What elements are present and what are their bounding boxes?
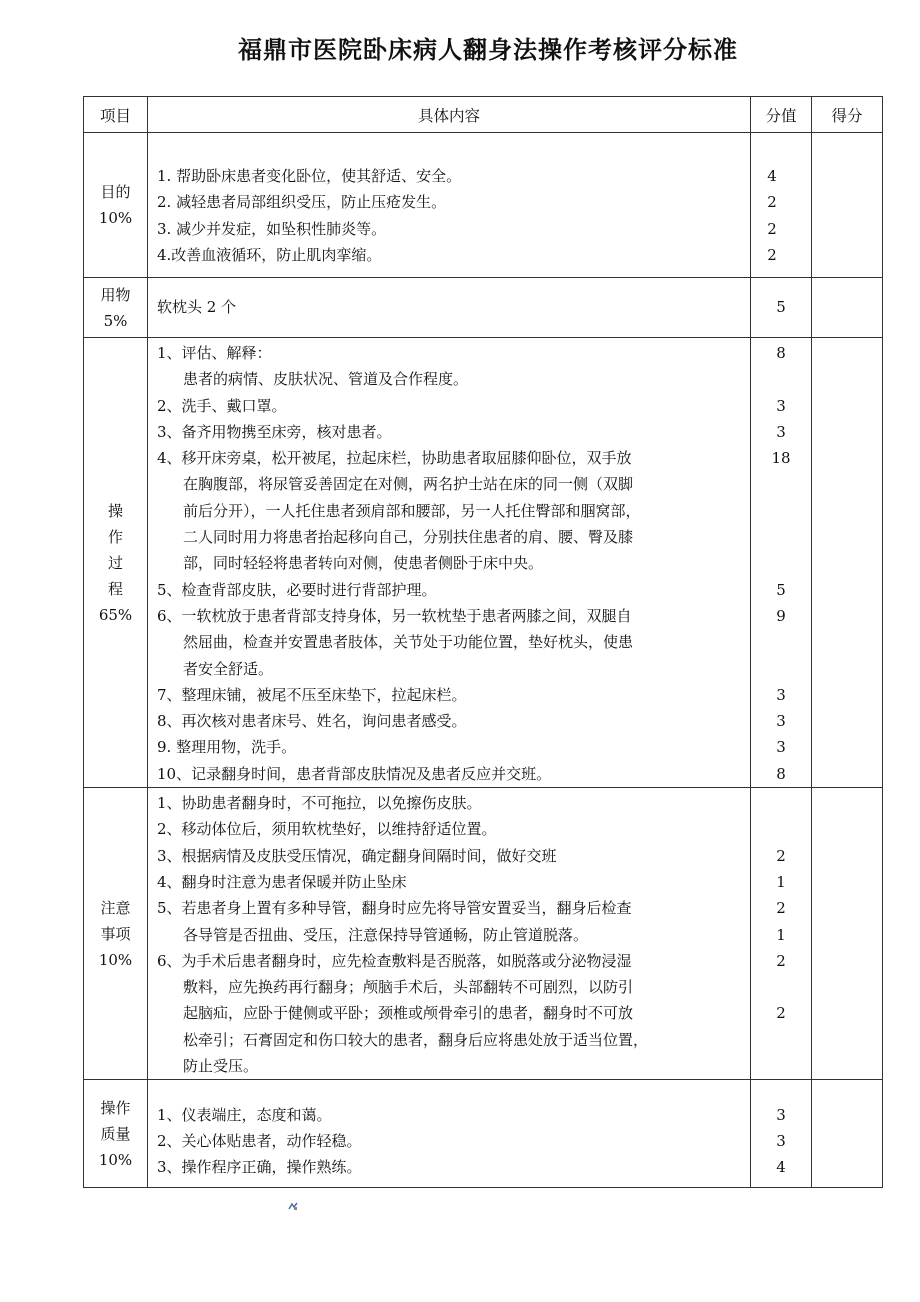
score-value: 5 — [776, 298, 786, 317]
score-value: 2 — [776, 899, 786, 918]
label-line: 5% — [103, 311, 128, 330]
score-value: 8 — [776, 764, 786, 783]
content-line: 6、一软枕放于患者背部支持身体，另一软枕垫于患者两膝之间，双腿自 — [157, 606, 632, 625]
content-line: 9. 整理用物，洗手。 — [157, 738, 297, 757]
section-quality — [84, 1080, 883, 1188]
header-row — [84, 97, 883, 133]
header-content: 具体内容 — [148, 97, 751, 133]
section-label — [84, 788, 148, 1080]
label-line: 注意 — [100, 898, 131, 917]
content-line: 防止受压。 — [183, 1057, 259, 1076]
score-value: 2 — [767, 219, 777, 238]
content-line: 2、关心体贴患者，动作轻稳。 — [157, 1132, 362, 1151]
content-line: 1、仪表端庄，态度和蔼。 — [157, 1105, 332, 1124]
content-line: 4、移开床旁桌，松开被尾，拉起床栏，协助患者取屈膝仰卧位，双手放 — [157, 449, 632, 468]
got-cell — [812, 338, 883, 788]
score-value: 3 — [776, 396, 786, 415]
content-cell — [148, 1080, 751, 1188]
label-line: 操 — [107, 501, 123, 520]
header-got: 得分 — [812, 97, 883, 133]
label-line: 10% — [98, 950, 133, 969]
content-line: 2、移动体位后，须用软枕垫好，以维持舒适位置。 — [157, 820, 497, 839]
score-cell — [751, 278, 812, 338]
content-line: 起脑疝，应卧于健侧或平卧；颈椎或颅骨牵引的患者，翻身时不可放 — [183, 1004, 634, 1023]
label-line: 过 — [107, 553, 123, 572]
content-line: 松牵引；石膏固定和伤口较大的患者，翻身后应将患处放于适当位置， — [183, 1030, 649, 1049]
score-value: 3 — [776, 738, 786, 757]
content-line: 二人同时用力将患者抬起移向自己，分别扶住患者的肩、腰、臀及膝 — [183, 528, 634, 547]
section-purpose — [84, 133, 883, 278]
score-cell — [751, 788, 812, 1080]
got-cell — [812, 788, 883, 1080]
score-value: 2 — [776, 1004, 786, 1023]
score-cell — [751, 1080, 812, 1188]
content-line: 在胸腹部，将尿管妥善固定在对侧，两名护士站在床的同一侧（双脚 — [183, 475, 634, 494]
score-value: 3 — [776, 1132, 786, 1151]
header-item: 项目 — [84, 97, 148, 133]
section-procedure — [84, 338, 883, 788]
section-supplies — [84, 278, 883, 338]
score-value: 9 — [776, 606, 786, 625]
got-cell — [812, 133, 883, 278]
score-value: 3 — [776, 1105, 786, 1124]
content-line: 者安全舒适。 — [183, 659, 274, 678]
content-line: 部，同时轻轻将患者转向对侧，使患者侧卧于床中央。 — [183, 554, 544, 573]
small-graphic-icon — [288, 1202, 298, 1211]
score-value: 2 — [776, 951, 786, 970]
label-line: 10% — [98, 209, 133, 227]
content-line: 3、操作程序正确，操作熟练。 — [157, 1158, 362, 1177]
content-line: 3、备齐用物携至床旁，核对患者。 — [157, 422, 392, 441]
content-line: 8、再次核对患者床号、姓名，询问患者感受。 — [157, 712, 467, 731]
label-line: 65% — [98, 605, 133, 624]
got-cell — [812, 1080, 883, 1188]
content-line: 10、记录翻身时间，患者背部皮肤情况及患者反应并交班。 — [157, 764, 552, 783]
score-value: 1 — [776, 872, 786, 891]
section-label — [84, 133, 148, 278]
content-line: 3. 减少并发症，如坠积性肺炎等。 — [157, 219, 387, 238]
score-cell — [751, 338, 812, 788]
content-line: 各导管是否扭曲、受压，注意保持导管通畅，防止管道脱落。 — [183, 925, 589, 944]
score-value: 2 — [767, 193, 777, 212]
score-value: 8 — [776, 344, 786, 362]
document-title: 福鼎市医院卧床病人翻身法操作考核评分标准 — [238, 36, 738, 64]
header-score: 分值 — [751, 97, 812, 133]
content-line: 1、协助患者翻身时，不可拖拉，以免擦伤皮肤。 — [157, 794, 482, 813]
label-line: 程 — [107, 579, 123, 598]
label-line: 操作 — [100, 1098, 131, 1117]
label-line: 质量 — [100, 1124, 131, 1143]
section-label — [84, 278, 148, 338]
content-line: 1. 帮助卧床患者变化卧位，使其舒适、安全。 — [157, 166, 462, 185]
content-cell — [148, 338, 751, 788]
content-line: 然屈曲，检查并安置患者肢体，关节处于功能位置，垫好枕头，使患 — [183, 633, 634, 652]
content-cell — [148, 278, 751, 338]
got-cell — [812, 278, 883, 338]
score-value: 4 — [767, 166, 777, 185]
content-line: 2. 减轻患者局部组织受压，防止压疮发生。 — [157, 193, 447, 212]
content-line: 患者的病情、皮肤状况、管道及合作程度。 — [183, 370, 469, 389]
label-line: 10% — [98, 1150, 133, 1169]
content-line: 前后分开），一人托住患者颈肩部和腰部，另一人托住臀部和腘窝部， — [183, 501, 641, 520]
content-line: 1、评估、解释： — [157, 344, 272, 362]
content-line: 4、翻身时注意为患者保暖并防止坠床 — [157, 872, 407, 891]
label-line: 事项 — [100, 924, 131, 943]
label-line: 目的 — [100, 183, 131, 201]
content-line: 2、洗手、戴口罩。 — [157, 396, 287, 415]
content-line: 5、检查背部皮肤，必要时进行背部护理。 — [157, 580, 437, 599]
score-value: 5 — [776, 580, 786, 599]
score-value: 3 — [776, 685, 786, 704]
score-value: 18 — [771, 449, 791, 468]
label-line: 用物 — [100, 285, 131, 304]
scoring-table — [83, 96, 883, 1188]
content-line: 6、为手术后患者翻身时，应先检查敷料是否脱落，如脱落或分泌物浸湿 — [157, 951, 632, 970]
label-line: 作 — [107, 527, 123, 546]
content-line: 3、根据病情及皮肤受压情况，确定翻身间隔时间，做好交班 — [157, 846, 557, 865]
content-line: 敷料，应先换药再行翻身；颅脑手术后，头部翻转不可剧烈，以防引 — [183, 978, 634, 997]
score-value: 1 — [776, 925, 786, 944]
section-label — [84, 338, 148, 788]
content-line: 7、整理床铺，被尾不压至床垫下，拉起床栏。 — [157, 685, 467, 704]
score-value: 2 — [767, 245, 777, 264]
score-cell — [751, 133, 812, 278]
score-value: 4 — [776, 1158, 786, 1177]
content-line: 软枕头 2 个 — [157, 298, 237, 317]
section-label — [84, 1080, 148, 1188]
content-line: 4.改善血液循环，防止肌肉挛缩。 — [157, 245, 382, 264]
score-value: 3 — [776, 422, 786, 441]
score-value: 2 — [776, 846, 786, 865]
score-value: 3 — [776, 712, 786, 731]
section-precautions — [84, 788, 883, 1080]
content-cell — [148, 133, 751, 278]
content-line: 5、若患者身上置有多种导管，翻身时应先将导管安置妥当，翻身后检查 — [157, 899, 632, 918]
content-cell — [148, 788, 751, 1080]
